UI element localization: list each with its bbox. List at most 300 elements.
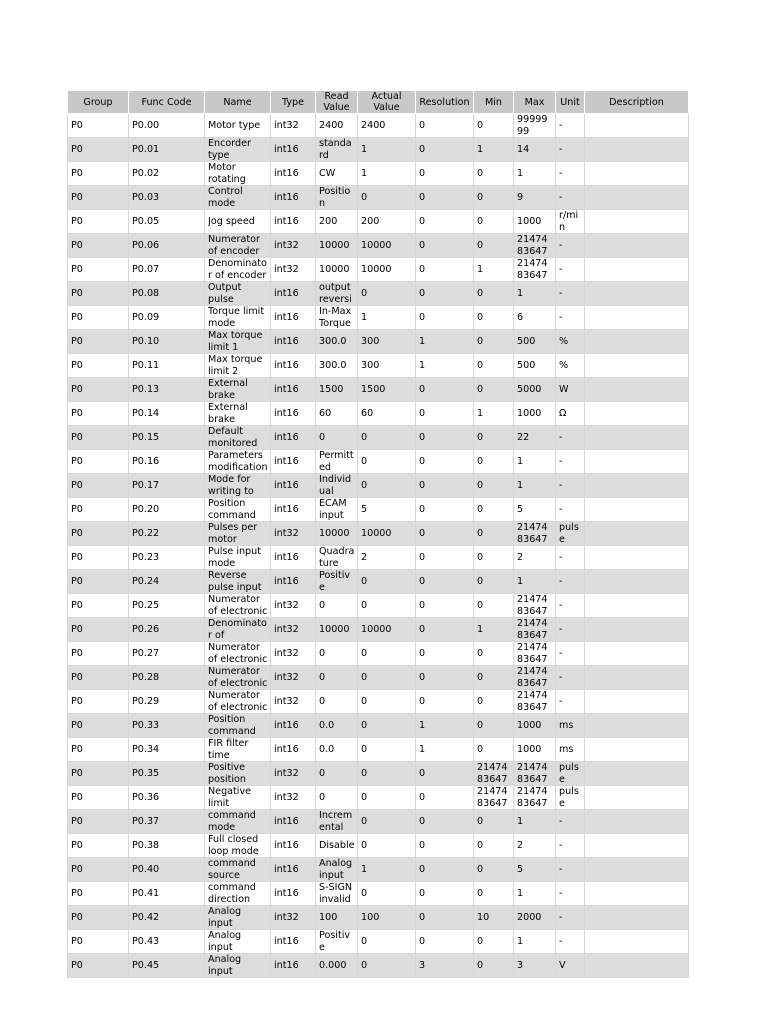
actual-value-value: 0 [361, 575, 368, 587]
cell-group [68, 666, 129, 690]
cell-actual-value [358, 426, 416, 450]
cell-description [585, 642, 689, 666]
actual-value-value: 10000 [361, 239, 392, 251]
resolution-value: 0 [419, 311, 426, 323]
actual-value-value: 0 [361, 191, 368, 203]
resolution-value: 1 [419, 359, 426, 371]
type-value: int16 [274, 191, 299, 203]
cell-type [271, 210, 316, 234]
table-row [68, 738, 689, 762]
cell-description [585, 594, 689, 618]
type-value: int32 [274, 695, 299, 707]
cell-group [68, 714, 129, 738]
cell-read-value [316, 618, 358, 642]
cell-max [514, 642, 556, 666]
resolution-value: 0 [419, 383, 426, 395]
name-value: Numerator of encoder [208, 234, 260, 257]
group-value: P0 [71, 887, 83, 899]
actual-value-value: 10000 [361, 623, 392, 635]
cell-min [474, 594, 514, 618]
read-value-value: output reversi [319, 282, 352, 305]
header-resolution: Resolution [416, 91, 474, 114]
cell-actual-value [358, 690, 416, 714]
type-value: int16 [274, 455, 299, 467]
resolution-value: 3 [419, 959, 426, 971]
actual-value-value: 200 [361, 215, 380, 227]
read-value-value: 0 [319, 647, 326, 659]
min-value: 1 [477, 143, 484, 155]
type-value: int16 [274, 359, 299, 371]
cell-min [474, 810, 514, 834]
max-value: 9999999 [517, 114, 548, 137]
header-actual-value: Actual Value [358, 91, 416, 114]
max-value: 2147483647 [517, 666, 548, 689]
read-value-value: 200 [319, 215, 338, 227]
cell-read-value [316, 786, 358, 810]
name-value: Reverse pulse input [208, 570, 262, 593]
cell-description [585, 810, 689, 834]
cell-max [514, 306, 556, 330]
table-row [68, 834, 689, 858]
unit-value: W [559, 383, 569, 395]
min-value: 0 [477, 503, 484, 515]
min-value: 0 [477, 839, 484, 851]
type-value: int16 [274, 503, 299, 515]
cell-group [68, 810, 129, 834]
cell-resolution [416, 474, 474, 498]
func-code-value: P0.00 [132, 119, 160, 131]
resolution-value: 0 [419, 695, 426, 707]
header-group: Group [68, 91, 129, 114]
cell-group [68, 450, 129, 474]
unit-value: - [559, 239, 563, 251]
min-value: 0 [477, 695, 484, 707]
func-code-value: P0.26 [132, 623, 160, 635]
cell-resolution [416, 114, 474, 138]
func-code-value: P0.37 [132, 815, 160, 827]
cell-min [474, 378, 514, 402]
max-value: 1 [517, 167, 524, 179]
table-row [68, 618, 689, 642]
cell-resolution [416, 714, 474, 738]
min-value: 10 [477, 911, 490, 923]
cell-read-value [316, 810, 358, 834]
table-row [68, 930, 689, 954]
group-value: P0 [71, 119, 83, 131]
read-value-value: 100 [319, 911, 338, 923]
unit-value: - [559, 503, 563, 515]
cell-type [271, 834, 316, 858]
cell-min [474, 186, 514, 210]
name-value: command source [208, 858, 256, 881]
header-func-code: Func Code [129, 91, 205, 114]
cell-description [585, 474, 689, 498]
cell-unit [556, 258, 585, 282]
name-value: Max torque limit 2 [208, 354, 263, 377]
cell-group [68, 234, 129, 258]
cell-min [474, 834, 514, 858]
unit-value: r/min [559, 210, 579, 233]
unit-value: - [559, 455, 563, 467]
cell-func-code [129, 762, 205, 786]
cell-unit [556, 162, 585, 186]
cell-func-code [129, 594, 205, 618]
table-row [68, 426, 689, 450]
unit-value: - [559, 815, 563, 827]
cell-type [271, 186, 316, 210]
unit-value: - [559, 119, 563, 131]
actual-value-value: 60 [361, 407, 374, 419]
cell-resolution [416, 810, 474, 834]
cell-group [68, 522, 129, 546]
cell-read-value [316, 210, 358, 234]
actual-value-value: 0 [361, 935, 368, 947]
actual-value-value: 1500 [361, 383, 386, 395]
cell-read-value [316, 594, 358, 618]
type-value: int16 [274, 887, 299, 899]
cell-func-code [129, 402, 205, 426]
cell-unit [556, 882, 585, 906]
cell-type [271, 618, 316, 642]
max-value: 1 [517, 479, 524, 491]
cell-description [585, 546, 689, 570]
cell-unit [556, 306, 585, 330]
cell-description [585, 954, 689, 978]
cell-resolution [416, 162, 474, 186]
min-value: 0 [477, 935, 484, 947]
name-value: FIR filter time [208, 738, 249, 761]
actual-value-value: 0 [361, 431, 368, 443]
cell-resolution [416, 594, 474, 618]
func-code-value: P0.35 [132, 767, 160, 779]
cell-min [474, 666, 514, 690]
cell-type [271, 546, 316, 570]
group-value: P0 [71, 791, 83, 803]
table-row [68, 522, 689, 546]
cell-actual-value [358, 234, 416, 258]
unit-value: - [559, 479, 563, 491]
cell-unit [556, 474, 585, 498]
read-value-value: 0 [319, 695, 326, 707]
cell-read-value [316, 882, 358, 906]
func-code-value: P0.15 [132, 431, 160, 443]
cell-type [271, 594, 316, 618]
cell-description [585, 258, 689, 282]
cell-max [514, 450, 556, 474]
cell-unit [556, 186, 585, 210]
cell-max [514, 114, 556, 138]
unit-value: - [559, 431, 563, 443]
cell-actual-value [358, 546, 416, 570]
cell-unit [556, 378, 585, 402]
min-value: 1 [477, 407, 484, 419]
name-value: command mode [208, 810, 256, 833]
cell-name [205, 786, 271, 810]
read-value-value: 2400 [319, 119, 344, 131]
cell-resolution [416, 522, 474, 546]
cell-min [474, 690, 514, 714]
cell-max [514, 258, 556, 282]
name-value: Analog input [208, 954, 242, 977]
resolution-value: 0 [419, 143, 426, 155]
cell-actual-value [358, 930, 416, 954]
max-value: 2147483647 [517, 786, 548, 809]
func-code-value: P0.11 [132, 359, 160, 371]
name-value: Mode for writing to [208, 474, 254, 497]
min-value: 0 [477, 959, 484, 971]
resolution-value: 0 [419, 791, 426, 803]
read-value-value: 0 [319, 791, 326, 803]
cell-type [271, 906, 316, 930]
read-value-value: Permitted [319, 450, 354, 473]
min-value: 0 [477, 287, 484, 299]
cell-unit [556, 930, 585, 954]
unit-value: - [559, 287, 563, 299]
cell-func-code [129, 162, 205, 186]
min-value: 0 [477, 743, 484, 755]
cell-description [585, 234, 689, 258]
func-code-value: P0.23 [132, 551, 160, 563]
name-value: Control mode [208, 186, 243, 209]
cell-read-value [316, 330, 358, 354]
name-value: Position command [208, 714, 256, 737]
cell-read-value [316, 954, 358, 978]
cell-description [585, 282, 689, 306]
func-code-value: P0.03 [132, 191, 160, 203]
cell-actual-value [358, 114, 416, 138]
actual-value-value: 1 [361, 167, 368, 179]
resolution-value: 0 [419, 431, 426, 443]
resolution-value: 0 [419, 455, 426, 467]
cell-max [514, 282, 556, 306]
unit-value: - [559, 311, 563, 323]
cell-group [68, 762, 129, 786]
cell-actual-value [358, 282, 416, 306]
cell-actual-value [358, 906, 416, 930]
table-row [68, 258, 689, 282]
cell-description [585, 450, 689, 474]
max-value: 9 [517, 191, 524, 203]
cell-min [474, 618, 514, 642]
max-value: 2147483647 [517, 642, 548, 665]
group-value: P0 [71, 239, 83, 251]
cell-unit [556, 858, 585, 882]
read-value-value: S-SIGN invalid [319, 882, 353, 905]
cell-group [68, 498, 129, 522]
actual-value-value: 10000 [361, 527, 392, 539]
cell-name [205, 618, 271, 642]
cell-description [585, 906, 689, 930]
type-value: int32 [274, 527, 299, 539]
type-value: int16 [274, 311, 299, 323]
cell-func-code [129, 546, 205, 570]
actual-value-value: 5 [361, 503, 368, 515]
table-header [68, 91, 689, 114]
read-value-value: 10000 [319, 623, 350, 635]
name-value: Encorder type [208, 138, 251, 161]
cell-type [271, 498, 316, 522]
table-row [68, 594, 689, 618]
cell-resolution [416, 354, 474, 378]
cell-unit [556, 402, 585, 426]
cell-resolution [416, 906, 474, 930]
cell-group [68, 210, 129, 234]
func-code-value: P0.38 [132, 839, 160, 851]
unit-value: - [559, 551, 563, 563]
table-row [68, 450, 689, 474]
table-row [68, 954, 689, 978]
max-value: 1 [517, 935, 524, 947]
cell-description [585, 690, 689, 714]
resolution-value: 0 [419, 647, 426, 659]
cell-name [205, 210, 271, 234]
min-value: 0 [477, 359, 484, 371]
table-row [68, 138, 689, 162]
cell-unit [556, 426, 585, 450]
cell-type [271, 450, 316, 474]
resolution-value: 0 [419, 815, 426, 827]
header-description: Description [585, 91, 689, 114]
type-value: int16 [274, 743, 299, 755]
unit-value: pulse [559, 522, 579, 545]
read-value-value: Incremental [319, 810, 353, 833]
cell-max [514, 474, 556, 498]
cell-max [514, 162, 556, 186]
type-value: int32 [274, 911, 299, 923]
max-value: 2147483647 [517, 690, 548, 713]
cell-max [514, 666, 556, 690]
func-code-value: P0.33 [132, 719, 160, 731]
cell-read-value [316, 666, 358, 690]
name-value: External brake [208, 402, 248, 425]
read-value-value: 10000 [319, 527, 350, 539]
cell-max [514, 834, 556, 858]
cell-group [68, 906, 129, 930]
cell-actual-value [358, 714, 416, 738]
read-value-value: Positive [319, 930, 351, 953]
resolution-value: 0 [419, 599, 426, 611]
cell-type [271, 666, 316, 690]
cell-max [514, 594, 556, 618]
cell-resolution [416, 330, 474, 354]
cell-type [271, 714, 316, 738]
cell-func-code [129, 570, 205, 594]
cell-resolution [416, 306, 474, 330]
type-value: int32 [274, 767, 299, 779]
cell-unit [556, 738, 585, 762]
actual-value-value: 0 [361, 959, 368, 971]
cell-max [514, 810, 556, 834]
resolution-value: 1 [419, 719, 426, 731]
type-value: int32 [274, 671, 299, 683]
min-value: 1 [477, 263, 484, 275]
cell-unit [556, 594, 585, 618]
type-value: int16 [274, 215, 299, 227]
actual-value-value: 0 [361, 815, 368, 827]
table-row [68, 402, 689, 426]
min-value: 0 [477, 191, 484, 203]
cell-read-value [316, 930, 358, 954]
actual-value-value: 0 [361, 695, 368, 707]
max-value: 2147483647 [517, 594, 548, 617]
max-value: 2000 [517, 911, 542, 923]
min-value: 0 [477, 455, 484, 467]
read-value-value: In-Max Torque [319, 306, 352, 329]
group-value: P0 [71, 479, 83, 491]
table-row [68, 306, 689, 330]
resolution-value: 0 [419, 767, 426, 779]
cell-type [271, 282, 316, 306]
name-value: command direction [208, 882, 256, 905]
cell-actual-value [358, 762, 416, 786]
cell-description [585, 330, 689, 354]
cell-func-code [129, 234, 205, 258]
cell-group [68, 786, 129, 810]
resolution-value: 1 [419, 743, 426, 755]
actual-value-value: 300 [361, 335, 380, 347]
cell-resolution [416, 738, 474, 762]
cell-group [68, 426, 129, 450]
min-value: 0 [477, 311, 484, 323]
cell-unit [556, 330, 585, 354]
unit-value: - [559, 167, 563, 179]
unit-value: pulse [559, 762, 579, 785]
cell-type [271, 762, 316, 786]
unit-value: - [559, 935, 563, 947]
max-value: 2147483647 [517, 234, 548, 257]
cell-max [514, 570, 556, 594]
cell-unit [556, 138, 585, 162]
cell-description [585, 666, 689, 690]
unit-value: pulse [559, 786, 579, 809]
cell-read-value [316, 522, 358, 546]
cell-min [474, 882, 514, 906]
cell-actual-value [358, 474, 416, 498]
func-code-value: P0.29 [132, 695, 160, 707]
table-row [68, 210, 689, 234]
cell-description [585, 498, 689, 522]
cell-unit [556, 786, 585, 810]
cell-unit [556, 570, 585, 594]
type-value: int32 [274, 599, 299, 611]
cell-name [205, 666, 271, 690]
resolution-value: 0 [419, 239, 426, 251]
cell-read-value [316, 354, 358, 378]
group-value: P0 [71, 767, 83, 779]
name-value: Jog speed [208, 215, 255, 227]
actual-value-value: 0 [361, 767, 368, 779]
header-name: Name [205, 91, 271, 114]
type-value: int32 [274, 119, 299, 131]
cell-group [68, 306, 129, 330]
cell-actual-value [358, 306, 416, 330]
group-value: P0 [71, 719, 83, 731]
cell-min [474, 522, 514, 546]
type-value: int16 [274, 551, 299, 563]
cell-resolution [416, 930, 474, 954]
unit-value: Ω [559, 407, 567, 419]
cell-func-code [129, 954, 205, 978]
cell-type [271, 234, 316, 258]
cell-resolution [416, 498, 474, 522]
read-value-value: Position [319, 186, 351, 209]
table-row [68, 714, 689, 738]
cell-resolution [416, 834, 474, 858]
func-code-value: P0.16 [132, 455, 160, 467]
max-value: 14 [517, 143, 530, 155]
cell-func-code [129, 522, 205, 546]
cell-func-code [129, 186, 205, 210]
